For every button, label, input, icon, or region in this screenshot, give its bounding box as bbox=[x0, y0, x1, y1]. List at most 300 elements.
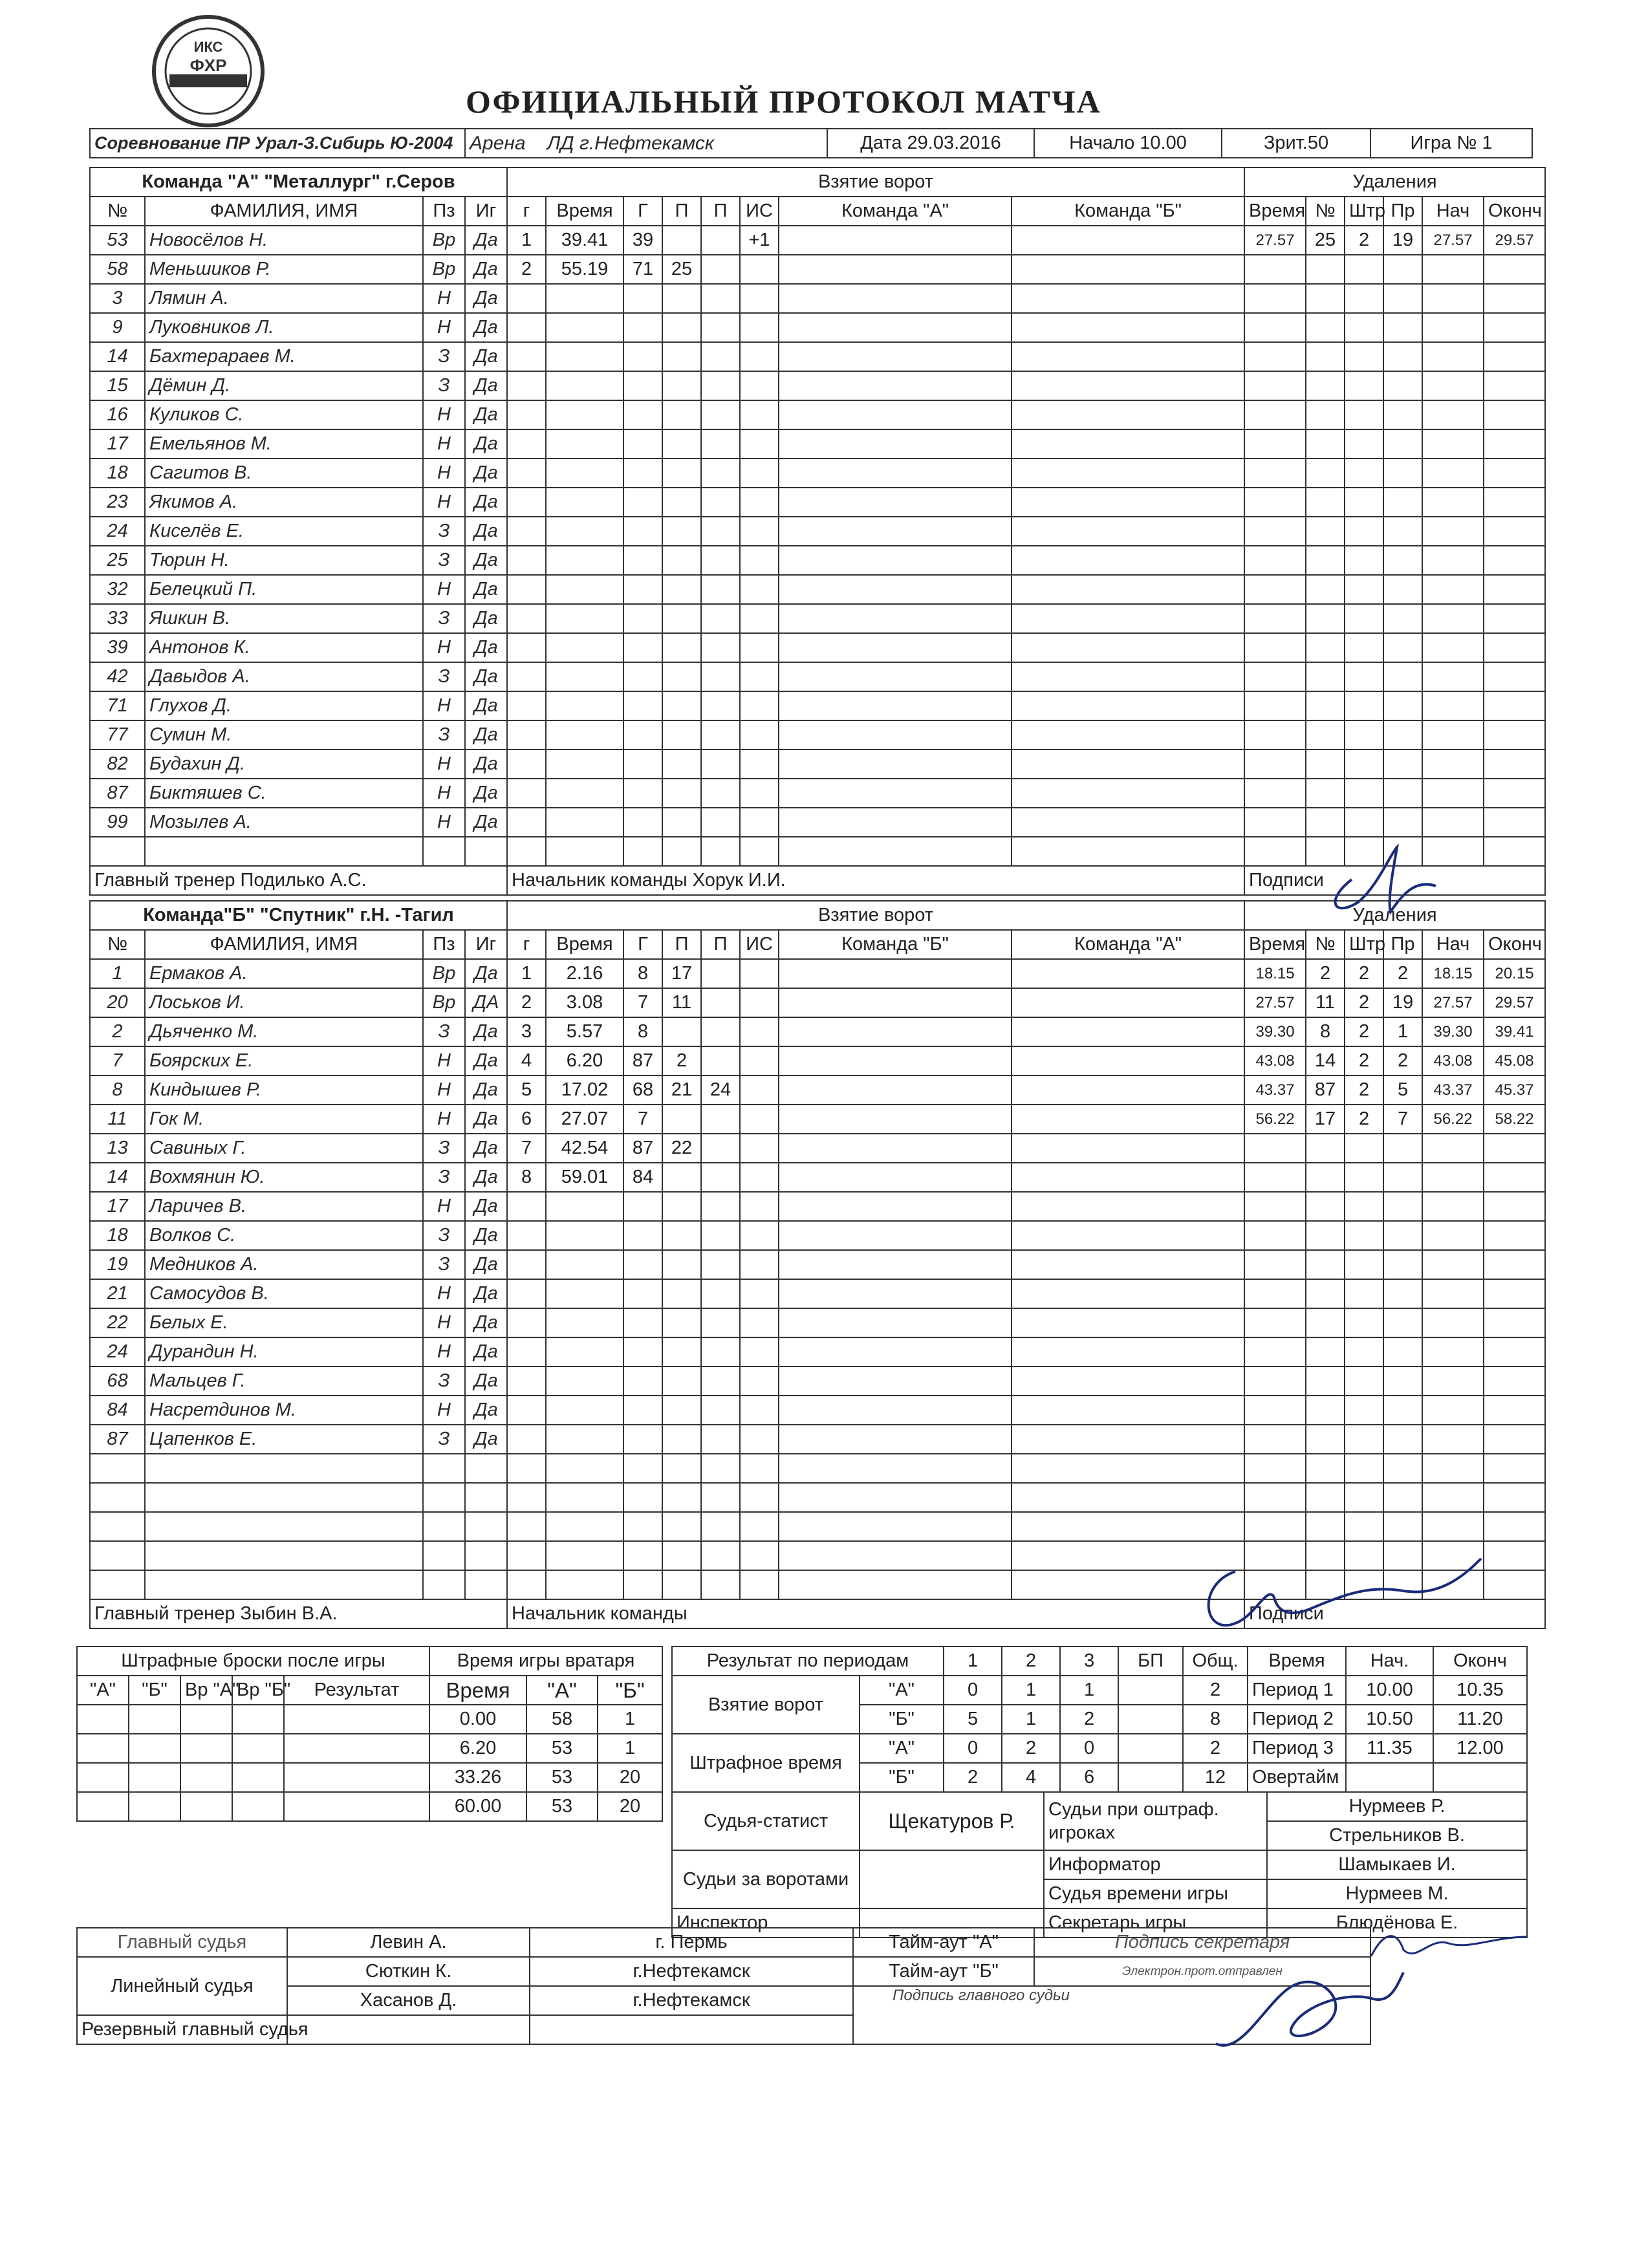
penalty-no bbox=[1306, 429, 1345, 459]
penalty-reason bbox=[1383, 371, 1422, 400]
stat-judge-label: Судья-статист bbox=[672, 1792, 860, 1850]
goal-time bbox=[546, 1454, 623, 1483]
goal-time bbox=[546, 1570, 623, 1599]
player-row bbox=[90, 1046, 1545, 1075]
penalty-start bbox=[1422, 1425, 1484, 1454]
goal-time bbox=[546, 604, 623, 633]
goal-p1 bbox=[662, 1570, 701, 1599]
goal-g bbox=[623, 1192, 662, 1221]
goal-scorer-list bbox=[779, 1337, 1012, 1366]
goal-g bbox=[623, 691, 662, 720]
player-number: 14 bbox=[90, 1163, 145, 1192]
goal-g: 8 bbox=[623, 1017, 662, 1046]
time-start: 11.35 bbox=[1346, 1734, 1433, 1763]
column-header: ИС bbox=[740, 930, 779, 959]
goal-g: 87 bbox=[623, 1134, 662, 1163]
goal-scorer-list bbox=[1012, 371, 1244, 400]
goal-g bbox=[507, 371, 546, 400]
shootout-header: Результат bbox=[284, 1676, 429, 1705]
player-played bbox=[465, 1541, 507, 1570]
goal-time bbox=[546, 1541, 623, 1570]
goal-g bbox=[623, 429, 662, 459]
goal-g bbox=[623, 1512, 662, 1541]
penalty-end: 45.08 bbox=[1484, 1046, 1545, 1075]
goal-g bbox=[507, 604, 546, 633]
goal-scorer-list bbox=[779, 342, 1012, 371]
penalty-end bbox=[1484, 255, 1545, 284]
player-name: Новосёлов Н. bbox=[145, 226, 423, 255]
penalty-start: 27.57 bbox=[1422, 988, 1484, 1017]
penalty-min bbox=[1345, 459, 1383, 488]
penalty-reason bbox=[1383, 1163, 1422, 1192]
goal-p2 bbox=[701, 517, 740, 546]
goal-scorer-list bbox=[779, 633, 1012, 662]
player-row bbox=[90, 575, 1545, 604]
penalty-start bbox=[1422, 517, 1484, 546]
goal-p2 bbox=[701, 959, 740, 988]
goal-time bbox=[546, 488, 623, 517]
goal-scorer-list bbox=[1012, 1075, 1244, 1105]
player-name bbox=[145, 1541, 423, 1570]
goal-p2 bbox=[701, 255, 740, 284]
penalty-end bbox=[1484, 1483, 1545, 1512]
goal-scorer-list bbox=[1012, 1483, 1244, 1512]
player-position bbox=[423, 1512, 465, 1541]
score-cell: 2 bbox=[1060, 1705, 1118, 1734]
column-header: Время bbox=[1244, 197, 1306, 226]
goal-g bbox=[507, 429, 546, 459]
goal-p1 bbox=[662, 604, 701, 633]
penalty-no: 8 bbox=[1306, 1017, 1345, 1046]
goal-p1 bbox=[662, 691, 701, 720]
penalty-end bbox=[1484, 517, 1545, 546]
goal-scorer-list bbox=[779, 988, 1012, 1017]
goal-is bbox=[740, 691, 779, 720]
goal-is bbox=[740, 837, 779, 866]
pim-cell: 4 bbox=[1002, 1763, 1060, 1792]
penalty-end bbox=[1484, 429, 1545, 459]
goalie-cell: 53 bbox=[526, 1763, 598, 1792]
goal-p2 bbox=[701, 1366, 740, 1396]
goal-is bbox=[740, 575, 779, 604]
penalty-reason bbox=[1383, 400, 1422, 429]
period-hot: БП bbox=[1118, 1647, 1183, 1676]
goal-time: 3.08 bbox=[546, 988, 623, 1017]
goal-p2 bbox=[701, 371, 740, 400]
goal-g bbox=[623, 633, 662, 662]
referee: Левин А. bbox=[287, 1928, 530, 1957]
column-header: № bbox=[90, 930, 145, 959]
goal-scorer-list bbox=[1012, 400, 1244, 429]
player-number: 11 bbox=[90, 1105, 145, 1134]
penalty-end bbox=[1484, 1396, 1545, 1425]
penalty-time bbox=[1244, 779, 1306, 808]
player-played: Да bbox=[465, 1105, 507, 1134]
goalie-cell: 20 bbox=[598, 1792, 662, 1821]
penalty-reason bbox=[1383, 1134, 1422, 1163]
penalty-min bbox=[1345, 1221, 1383, 1250]
goal-p1: 11 bbox=[662, 988, 701, 1017]
goal-p2 bbox=[701, 1279, 740, 1308]
goal-scorer-list bbox=[1012, 808, 1244, 837]
penalty-end bbox=[1484, 1366, 1545, 1396]
goals-section-title: Взятие ворот bbox=[507, 167, 1244, 197]
goal-p2 bbox=[701, 808, 740, 837]
column-header: Команда "А" bbox=[779, 197, 1012, 226]
player-played: Да bbox=[465, 459, 507, 488]
penalty-start bbox=[1422, 1337, 1484, 1366]
goal-g bbox=[623, 313, 662, 342]
goal-scorer-list bbox=[1012, 720, 1244, 750]
goalie-time-table bbox=[429, 1646, 663, 1822]
goal-is bbox=[740, 1163, 779, 1192]
penalty-reason bbox=[1383, 1337, 1422, 1366]
goal-is bbox=[740, 1483, 779, 1512]
column-header: № bbox=[90, 197, 145, 226]
goal-is bbox=[740, 662, 779, 691]
goal-scorer-list bbox=[779, 226, 1012, 255]
penalty-time bbox=[1244, 1425, 1306, 1454]
penalty-start: 18.15 bbox=[1422, 959, 1484, 988]
goal-time bbox=[546, 1425, 623, 1454]
goal-scorer-list bbox=[1012, 1337, 1244, 1366]
player-name: Давыдов А. bbox=[145, 662, 423, 691]
goal-scorer-list bbox=[1012, 313, 1244, 342]
shootout-cell bbox=[284, 1792, 429, 1821]
goal-scorer-list bbox=[779, 750, 1012, 779]
penalty-start bbox=[1422, 1396, 1484, 1425]
goal-g bbox=[623, 371, 662, 400]
player-name: Ермаков А. bbox=[145, 959, 423, 988]
penalty-start bbox=[1422, 720, 1484, 750]
column-header: Штр bbox=[1345, 197, 1383, 226]
player-number: 8 bbox=[90, 1075, 145, 1105]
column-header: Оконч bbox=[1484, 930, 1545, 959]
penalty-start bbox=[1422, 546, 1484, 575]
player-row bbox=[90, 779, 1545, 808]
referees-table bbox=[76, 1927, 1371, 2045]
goal-g bbox=[623, 488, 662, 517]
player-position: З bbox=[423, 1425, 465, 1454]
goal-g bbox=[623, 546, 662, 575]
pim-cell: 2 bbox=[944, 1763, 1002, 1792]
goal-is bbox=[740, 1105, 779, 1134]
team-b-table bbox=[89, 900, 1546, 1629]
player-row bbox=[90, 1017, 1545, 1046]
goal-g bbox=[507, 837, 546, 866]
column-header: Иг bbox=[465, 197, 507, 226]
goal-is bbox=[740, 1308, 779, 1337]
goal-g bbox=[623, 1425, 662, 1454]
goal-g bbox=[507, 1483, 546, 1512]
penalty-min bbox=[1345, 546, 1383, 575]
goal-p1 bbox=[662, 284, 701, 313]
player-row bbox=[90, 691, 1545, 720]
penalty-start bbox=[1422, 1454, 1484, 1483]
goal-scorer-list bbox=[779, 1512, 1012, 1541]
column-header: П bbox=[701, 197, 740, 226]
penalty-reason bbox=[1383, 808, 1422, 837]
goal-g: 7 bbox=[623, 988, 662, 1017]
penalty-end bbox=[1484, 546, 1545, 575]
secretary-label: Секретарь игры bbox=[1044, 1908, 1267, 1938]
player-name: Белецкий П. bbox=[145, 575, 423, 604]
goal-time bbox=[546, 313, 623, 342]
goal-p2 bbox=[701, 1017, 740, 1046]
penalty-start bbox=[1422, 691, 1484, 720]
goal-g bbox=[623, 1279, 662, 1308]
player-played: Да bbox=[465, 1046, 507, 1075]
player-number: 84 bbox=[90, 1396, 145, 1425]
penalty-end: 39.41 bbox=[1484, 1017, 1545, 1046]
player-played: Да bbox=[465, 400, 507, 429]
penalty-start bbox=[1422, 662, 1484, 691]
player-row bbox=[90, 1454, 1545, 1483]
player-row bbox=[90, 488, 1545, 517]
player-played: Да bbox=[465, 604, 507, 633]
player-number: 24 bbox=[90, 517, 145, 546]
goal-p2 bbox=[701, 633, 740, 662]
player-row bbox=[90, 517, 1545, 546]
player-name: Мозылев А. bbox=[145, 808, 423, 837]
goal-p2: 24 bbox=[701, 1075, 740, 1105]
player-position: З bbox=[423, 1366, 465, 1396]
player-played bbox=[465, 1483, 507, 1512]
penalty-reason bbox=[1383, 1279, 1422, 1308]
goal-p1: 25 bbox=[662, 255, 701, 284]
goal-is bbox=[740, 1046, 779, 1075]
goal-p1 bbox=[662, 313, 701, 342]
penalty-min bbox=[1345, 400, 1383, 429]
goal-g bbox=[507, 517, 546, 546]
player-position: З bbox=[423, 342, 465, 371]
penalty-no bbox=[1306, 1279, 1345, 1308]
penalty-min: 2 bbox=[1345, 988, 1383, 1017]
informator: Шамыкаев И. bbox=[1267, 1850, 1527, 1879]
goal-p2 bbox=[701, 1221, 740, 1250]
penalty-min: 2 bbox=[1345, 1017, 1383, 1046]
column-header: Оконч bbox=[1484, 197, 1545, 226]
match-header bbox=[89, 128, 1533, 158]
player-position: Н bbox=[423, 1337, 465, 1366]
penalty-time bbox=[1244, 429, 1306, 459]
goal-time: 55.19 bbox=[546, 255, 623, 284]
goal-scorer-list bbox=[1012, 633, 1244, 662]
player-row bbox=[90, 429, 1545, 459]
penalty-time: 56.22 bbox=[1244, 1105, 1306, 1134]
goal-g: 39 bbox=[623, 226, 662, 255]
goal-g bbox=[507, 575, 546, 604]
player-row bbox=[90, 750, 1545, 779]
time-end: 11.20 bbox=[1433, 1705, 1527, 1734]
penalty-end: 58.22 bbox=[1484, 1105, 1545, 1134]
goal-is: +1 bbox=[740, 226, 779, 255]
goal-scorer-list bbox=[1012, 1221, 1244, 1250]
team-manager: Начальник команды Хорук И.И. bbox=[507, 866, 1244, 895]
goal-is bbox=[740, 988, 779, 1017]
penalty-min bbox=[1345, 1192, 1383, 1221]
penalty-time bbox=[1244, 284, 1306, 313]
penalty-time bbox=[1244, 808, 1306, 837]
shootout-cell bbox=[284, 1705, 429, 1734]
player-number bbox=[90, 1570, 145, 1599]
player-played: Да bbox=[465, 779, 507, 808]
player-position: Н bbox=[423, 429, 465, 459]
goal-g: 6 bbox=[507, 1105, 546, 1134]
penalty-time bbox=[1244, 488, 1306, 517]
penalty-no bbox=[1306, 1163, 1345, 1192]
penalty-min bbox=[1345, 1134, 1383, 1163]
player-position bbox=[423, 1483, 465, 1512]
player-position: Н bbox=[423, 1279, 465, 1308]
goal-is bbox=[740, 1250, 779, 1279]
player-played: Да bbox=[465, 371, 507, 400]
goal-g bbox=[623, 284, 662, 313]
goal-g: 7 bbox=[623, 1105, 662, 1134]
goal-p2 bbox=[701, 1134, 740, 1163]
penalty-min bbox=[1345, 371, 1383, 400]
gk-header-b: "Б" bbox=[598, 1676, 662, 1705]
goal-scorer-list bbox=[779, 1308, 1012, 1337]
goal-is bbox=[740, 371, 779, 400]
shootout-header: Вр "Б" bbox=[232, 1676, 284, 1705]
goal-scorer-list bbox=[779, 371, 1012, 400]
goal-scorer-list bbox=[1012, 1134, 1244, 1163]
goal-g bbox=[623, 837, 662, 866]
player-number: 22 bbox=[90, 1308, 145, 1337]
goal-p1 bbox=[662, 808, 701, 837]
player-played: Да bbox=[465, 1221, 507, 1250]
column-header: Иг bbox=[465, 930, 507, 959]
goal-is bbox=[740, 959, 779, 988]
player-number: 68 bbox=[90, 1366, 145, 1396]
penalty-reason: 19 bbox=[1383, 988, 1422, 1017]
penalty-min bbox=[1345, 1483, 1383, 1512]
goal-scorer-list bbox=[1012, 779, 1244, 808]
penalty-end bbox=[1484, 1425, 1545, 1454]
goal-time: 42.54 bbox=[546, 1134, 623, 1163]
time-label: Период 2 bbox=[1248, 1705, 1346, 1734]
player-number: 15 bbox=[90, 371, 145, 400]
column-header: Время bbox=[546, 197, 623, 226]
player-number: 7 bbox=[90, 1046, 145, 1075]
penalty-reason bbox=[1383, 1366, 1422, 1396]
column-header: ФАМИЛИЯ, ИМЯ bbox=[145, 197, 423, 226]
penalty-time bbox=[1244, 546, 1306, 575]
player-name: Боярских Е. bbox=[145, 1046, 423, 1075]
penalty-reason bbox=[1383, 342, 1422, 371]
goal-scorer-list bbox=[779, 1192, 1012, 1221]
goal-scorer-list bbox=[1012, 1308, 1244, 1337]
goal-is bbox=[740, 488, 779, 517]
player-number bbox=[90, 1541, 145, 1570]
player-number: 82 bbox=[90, 750, 145, 779]
player-number: 16 bbox=[90, 400, 145, 429]
penalty-end bbox=[1484, 313, 1545, 342]
player-row bbox=[90, 546, 1545, 575]
goal-time bbox=[546, 459, 623, 488]
penalty-no bbox=[1306, 488, 1345, 517]
goal-is bbox=[740, 429, 779, 459]
goal-scorer-list bbox=[1012, 1396, 1244, 1425]
time-label: Период 1 bbox=[1248, 1676, 1346, 1705]
penalty-min bbox=[1345, 779, 1383, 808]
penalty-time bbox=[1244, 837, 1306, 866]
goalie-cell: 0.00 bbox=[429, 1705, 526, 1734]
penalty-min bbox=[1345, 488, 1383, 517]
player-name: Белых Е. bbox=[145, 1308, 423, 1337]
goal-p1 bbox=[662, 1163, 701, 1192]
goal-g bbox=[507, 1425, 546, 1454]
time-end: 10.35 bbox=[1433, 1676, 1527, 1705]
goal-p1 bbox=[662, 1541, 701, 1570]
penalty-time bbox=[1244, 517, 1306, 546]
goal-is bbox=[740, 1017, 779, 1046]
goal-scorer-list bbox=[779, 546, 1012, 575]
penalty-reason bbox=[1383, 779, 1422, 808]
goal-g bbox=[507, 1570, 546, 1599]
score-cell: 5 bbox=[944, 1705, 1002, 1734]
penalty-no bbox=[1306, 1366, 1345, 1396]
goal-p2 bbox=[701, 1046, 740, 1075]
pim-label: Штрафное время bbox=[672, 1734, 860, 1792]
penalty-end bbox=[1484, 1163, 1545, 1192]
goalie-cell: 53 bbox=[526, 1792, 598, 1821]
player-position: Н bbox=[423, 691, 465, 720]
goal-scorer-list bbox=[779, 662, 1012, 691]
goal-p2 bbox=[701, 459, 740, 488]
penalty-no bbox=[1306, 750, 1345, 779]
player-number: 77 bbox=[90, 720, 145, 750]
goal-g bbox=[623, 1396, 662, 1425]
stat-judge: Щекатуров Р. bbox=[860, 1792, 1044, 1850]
penalty-no bbox=[1306, 1512, 1345, 1541]
player-row bbox=[90, 313, 1545, 342]
player-number: 18 bbox=[90, 459, 145, 488]
player-position: З bbox=[423, 546, 465, 575]
player-number: 33 bbox=[90, 604, 145, 633]
goal-time bbox=[546, 517, 623, 546]
shootout-cell bbox=[129, 1763, 180, 1792]
player-row bbox=[90, 1512, 1545, 1541]
goal-p1 bbox=[662, 429, 701, 459]
informator-label: Информатор bbox=[1044, 1850, 1267, 1879]
goal-g bbox=[507, 750, 546, 779]
goal-p1 bbox=[662, 1250, 701, 1279]
period-h3: 3 bbox=[1060, 1647, 1118, 1676]
player-number: 87 bbox=[90, 1425, 145, 1454]
penalty-time bbox=[1244, 1279, 1306, 1308]
pim-cell bbox=[1118, 1734, 1183, 1763]
goal-is bbox=[740, 459, 779, 488]
goal-is bbox=[740, 342, 779, 371]
penalty-no bbox=[1306, 400, 1345, 429]
penalty-end bbox=[1484, 1337, 1545, 1366]
goal-is bbox=[740, 284, 779, 313]
player-played: Да bbox=[465, 1308, 507, 1337]
penalty-end bbox=[1484, 720, 1545, 750]
goal-p2 bbox=[701, 1396, 740, 1425]
goal-p1 bbox=[662, 342, 701, 371]
time-start bbox=[1346, 1763, 1433, 1792]
penalty-no bbox=[1306, 1221, 1345, 1250]
player-position: Н bbox=[423, 488, 465, 517]
player-position: Вр bbox=[423, 959, 465, 988]
penalty-end bbox=[1484, 1134, 1545, 1163]
goal-g bbox=[623, 1483, 662, 1512]
goal-scorer-list bbox=[779, 255, 1012, 284]
player-row bbox=[90, 1105, 1545, 1134]
